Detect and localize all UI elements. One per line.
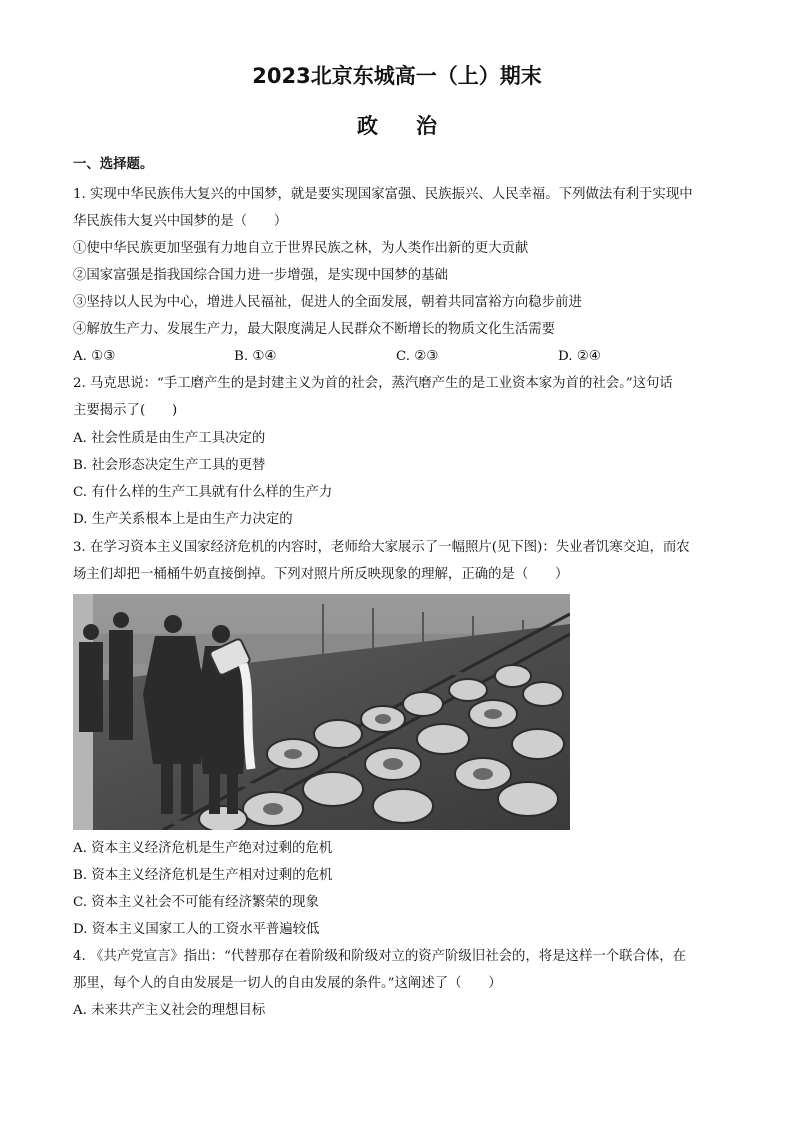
page-title: 2023北京东城高一（上）期末 <box>252 64 542 88</box>
section-heading: 一、选择题。 <box>73 157 154 172</box>
photo-illustration <box>73 594 570 830</box>
question-3-option-c[interactable]: C. 资本主义社会不可能有经济繁荣的现象 <box>73 895 319 910</box>
question-3-option-a[interactable]: A. 资本主义经济危机是生产绝对过剩的危机 <box>73 841 333 856</box>
subject-heading: 政治 <box>357 114 475 138</box>
question-4-stem-line-1: 4. 《共产党宣言》指出：“代替那存在着阶级和阶级对立的资产阶级旧社会的，将是这样一个联合体，在 <box>73 949 687 964</box>
question-4-option-a[interactable]: A. 未来共产主义社会的理想目标 <box>73 1003 266 1018</box>
question-1-option-b[interactable]: B. ①④ <box>234 349 277 364</box>
question-1-option-d[interactable]: D. ②④ <box>558 349 601 364</box>
question-1-options <box>73 348 733 366</box>
question-1-option-a[interactable]: A. ①③ <box>73 349 116 364</box>
milk-dumping-photo <box>73 594 570 830</box>
question-3-option-b[interactable]: B. 资本主义经济危机是生产相对过剩的危机 <box>73 868 333 883</box>
question-2-stem-line-1: 2. 马克思说：“手工磨产生的是封建主义为首的社会，蒸汽磨产生的是工业资本家为首的社会。”这句话 <box>73 376 673 391</box>
question-3-stem-line-1: 3. 在学习资本主义国家经济危机的内容时，老师给大家展示了一幅照片(见下图)：失业者饥寒交迫，而农 <box>73 540 690 555</box>
question-2-option-a[interactable]: A. 社会性质是由生产工具决定的 <box>73 431 266 446</box>
question-3-stem-line-2: 场主们却把一桶桶牛奶直接倒掉。下列对照片所反映现象的理解，正确的是（ ） <box>73 567 569 582</box>
question-2-option-d[interactable]: D. 生产关系根本上是由生产力决定的 <box>73 512 293 527</box>
question-1-option-c[interactable]: C. ②③ <box>396 349 439 364</box>
question-1-statement-2: ②国家富强是指我国综合国力进一步增强，是实现中国梦的基础 <box>73 268 448 283</box>
question-1-statement-3: ③坚持以人民为中心，增进人民福祉，促进人的全面发展，朝着共同富裕方向稳步前进 <box>73 295 582 310</box>
question-1-statement-1: ①使中华民族更加坚强有力地自立于世界民族之林，为人类作出新的更大贡献 <box>73 241 529 256</box>
question-1-stem-line-2: 华民族伟大复兴中国梦的是（ ） <box>73 214 288 229</box>
question-3-option-d[interactable]: D. 资本主义国家工人的工资水平普遍较低 <box>73 922 320 937</box>
question-4-stem-line-2: 那里，每个人的自由发展是一切人的自由发展的条件。”这阐述了（ ） <box>73 976 502 991</box>
question-2-option-c[interactable]: C. 有什么样的生产工具就有什么样的生产力 <box>73 485 333 500</box>
question-1-stem-line-1: 1. 实现中华民族伟大复兴的中国梦，就是要实现国家富强、民族振兴、人民幸福。下列做法有利于实现中 <box>73 187 693 202</box>
question-2-stem-line-2: 主要揭示了( ) <box>73 403 178 418</box>
question-2-option-b[interactable]: B. 社会形态决定生产工具的更替 <box>73 458 266 473</box>
question-1-statement-4: ④解放生产力、发展生产力，最大限度满足人民群众不断增长的物质文化生活需要 <box>73 322 556 337</box>
